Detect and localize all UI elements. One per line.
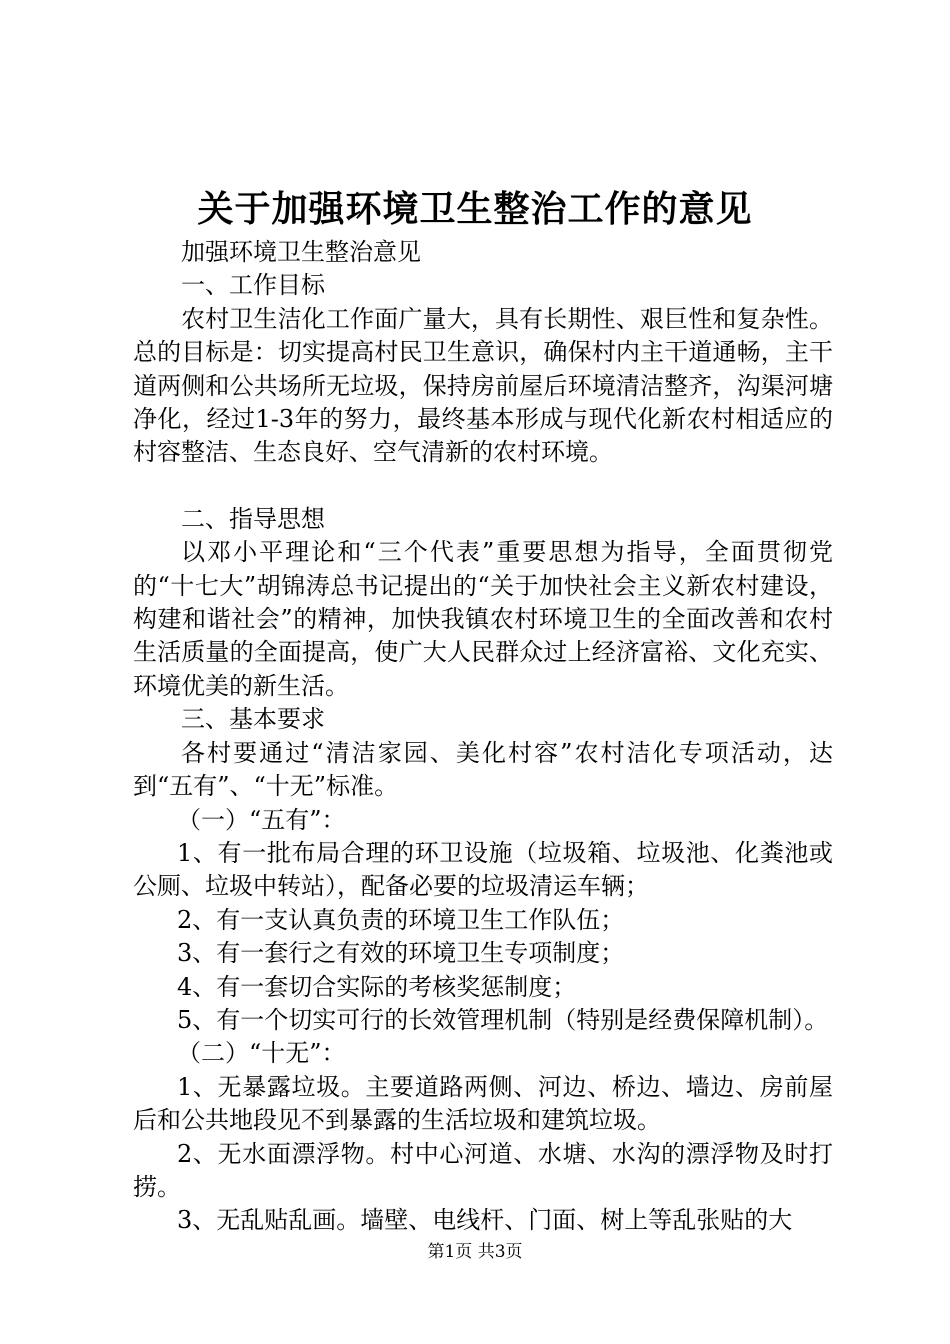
list-item: 3、无乱贴乱画。墙壁、电线杆、门面、树上等乱张贴的大 [177,1206,793,1235]
list-item: 1、无暴露垃圾。主要道路两侧、河边、桥边、墙边、房前屋后和公共地段见不到暴露的生活垃圾和建筑垃圾。 [133,1072,833,1135]
section-heading-requirements: 三、基本要求 [181,705,325,734]
subheading-five-haves: （一）“五有”： [177,805,346,834]
paragraph-goals: 农村卫生洁化工作面广量大，具有长期性、艰巨性和复杂性。总的目标是：切实提高村民卫生意识，确保村内主干道通畅，主干道两侧和公共场所无垃圾，保持房前屋后环境清洁整齐，沟渠河塘净化，经过1-3年的努力，最终基本形成与现代化新农村相适应的村容整洁、生态良好、空气清新的农村环境。 [133,304,833,467]
section-heading-guidance: 二、指导思想 [181,504,325,533]
list-item: 5、有一个切实可行的长效管理机制（特别是经费保障机制）。 [177,1005,829,1034]
document-body [133,236,833,1238]
list-item: 2、有一支认真负责的环境卫生工作队伍； [177,905,625,934]
list-item: 3、有一套行之有效的环境卫生专项制度； [177,939,625,968]
subheading-ten-nots: （二）“十无”： [177,1039,346,1068]
blank-line [133,470,833,503]
list-item: 4、有一套切合实际的考核奖惩制度； [177,972,577,1001]
paragraph-subtitle: 加强环境卫生整治意见 [181,238,421,266]
paragraph-requirements: 各村要通过“清洁家园、美化村容”农村洁化专项活动，达到“五有”、“十无”标准。 [133,738,833,801]
paragraph-guidance: 以邓小平理论和“三个代表”重要思想为指导，全面贯彻党的“十七大”胡锦涛总书记提出的“关于加快社会主义新农村建设，构建和谐社会”的精神，加快我镇农村环境卫生的全面改善和农村生活质量的全面提高，使广大人民群众过上经济富裕、文化充实、环境优美的新生活。 [133,538,833,700]
page-number-footer: 第1页 共3页 [427,1242,523,1262]
document-title: 关于加强环境卫生整治工作的意见 [197,188,753,230]
list-item: 2、无水面漂浮物。村中心河道、水塘、水沟的漂浮物及时打捞。 [133,1139,833,1201]
section-heading-goals: 一、工作目标 [181,271,325,300]
list-item: 1、有一批布局合理的环卫设施（垃圾箱、垃圾池、化粪池或公厕、垃圾中转站），配备必要的垃圾清运车辆； [133,838,833,901]
